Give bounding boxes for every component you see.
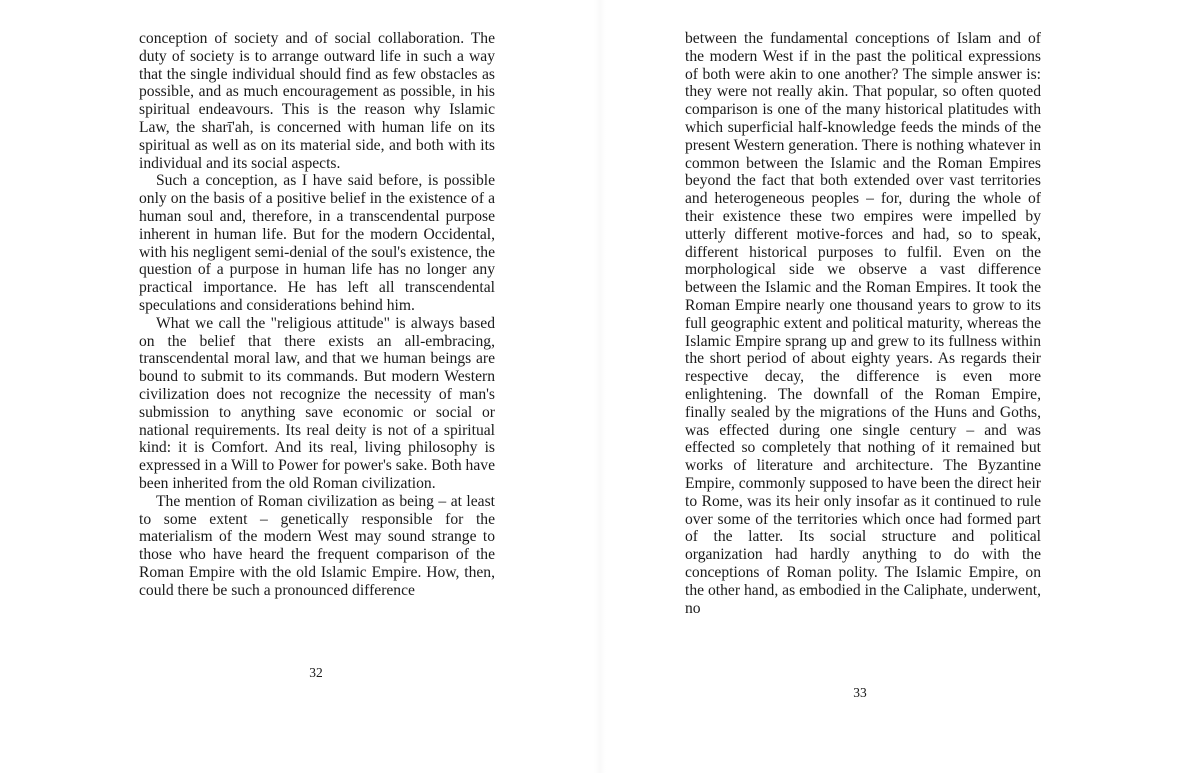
left-paragraph-1: conception of society and of social collaboration. The duty of society is to arrange outward life in such a way that the single individual should find as few obstacles as possible, and as much encouragement as possible, in his spiritual endeavours. This is the reason why Islamic Law, the sharī'ah, is concerned with human life on its spiritual as well as on its material side, and both with its individual and its social aspects. <box>139 30 495 172</box>
left-paragraph-4: The mention of Roman civilization as being – at least to some extent – genetically responsible for the materialism of the modern West may sound strange to those who have heard the frequent comparison of the Roman Empire with the old Islamic Empire. How, then, could there be such a pronounced difference <box>139 492 495 599</box>
page-gutter <box>594 0 606 773</box>
left-paragraph-2: Such a conception, as I have said before, is possible only on the basis of a positive belief in the existence of a human soul and, therefore, in a transcendental purpose inherent in human life. But for the modern Occidental, with his negligent semi-denial of the soul's existence, the question of a purpose in human life has no longer any practical importance. He has left all transcendental speculations and considerations behind him. <box>139 172 495 314</box>
left-page-text <box>139 30 495 600</box>
right-page-number: 33 <box>853 685 867 700</box>
right-page-text <box>685 30 1041 617</box>
right-paragraph-1: between the fundamental conceptions of Islam and of the modern West if in the past the political expressions of both were akin to one another? The simple answer is: they were not really akin. That popular, so often quoted comparison is one of the many historical platitudes with which superficial half-knowledge feeds the minds of the present Western generation. There is nothing whatever in common between the Islamic and the Roman Empires beyond the fact that both extended over vast territories and heterogeneous peoples – for, during the whole of their existence these two empires were impelled by utterly different motive-forces and had, so to speak, different historical purposes to fulfil. Even on the morphological side we observe a vast difference between the Islamic and the Roman Empires. It took the Roman Empire nearly one thousand years to grow to its full geographic extent and political maturity, whereas the Islamic Empire sprang up and grew to its fullness within the short period of about eighty years. As regards their respective decay, the difference is even more enlightening. The downfall of the Roman Empire, finally sealed by the migrations of the Huns and Goths, was effected during one single century – and was effected so completely that nothing of it remained but works of literature and architecture. The Byzantine Empire, commonly supposed to have been the direct heir to Rome, was its heir only insofar as it continued to rule over some of the territories which once had formed part of the latter. Its social structure and political organization had hardly anything to do with the conceptions of Roman polity. The Islamic Empire, on the other hand, as embodied in the Caliphate, underwent, no <box>685 30 1041 617</box>
left-paragraph-3: What we call the "religious attitude" is always based on the belief that there exists an all-embracing, transcendental moral law, and that we human beings are bound to submit to its commands. But modern Western civilization does not recognize the necessity of man's submission to anything save economic or social or national requirements. Its real deity is not of a spiritual kind: it is Comfort. And its real, living philosophy is expressed in a Will to Power for power's sake. Both have been inherited from the old Roman civilization. <box>139 314 495 492</box>
left-page-number: 32 <box>309 665 323 680</box>
